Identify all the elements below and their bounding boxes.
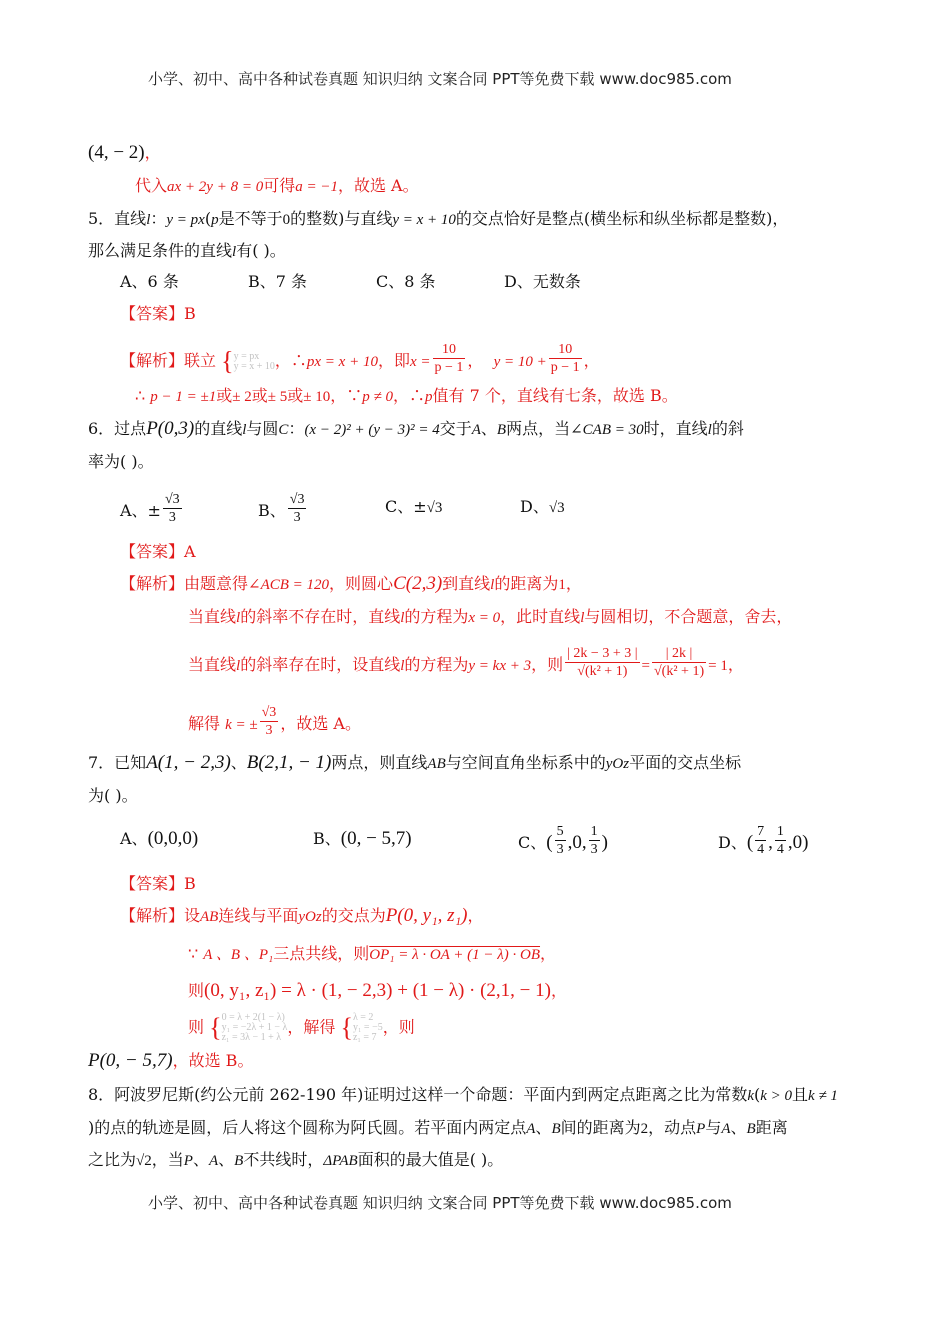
q5-option-d: D、无数条 bbox=[504, 272, 581, 291]
q7-solution-line-1: 【解析】设AB连线与平面yOz的交点为P(0, y₁, z₁)， bbox=[120, 905, 484, 926]
q5-system: y = px y = x + 10 bbox=[233, 350, 275, 372]
q5-solution-line-2: ∴ p − 1 = ±1或± 2或± 5或± 10，∵p ≠ 0，∴p值有 7 个，直线有七条，故选 B。 bbox=[135, 386, 678, 405]
q7-solution-line-4: 则 { 0 = λ + 2(1 − λ) y₁ = −2λ + 1 − λ z₁ = 3λ − 1 + λ ，解得 { λ = 2 y₁ = −5 z₁ = 7 ，则 bbox=[188, 1012, 415, 1043]
q7-solution-system: λ = 2 y₁ = −5 z₁ = 7 bbox=[352, 1012, 383, 1043]
q8-stem-line-3: 之比为√2，当P、A、B不共线时，ΔPAB面积的最大值是( )。 bbox=[88, 1150, 504, 1169]
q5-option-c: C、8 条 bbox=[376, 272, 436, 291]
q5-option-a: A、6 条 bbox=[120, 272, 179, 291]
q6-solution-line-1: 【解析】由题意得∠ACB = 120，则圆心C(2,3)到直线l的距离为1， bbox=[120, 573, 582, 594]
q7-option-a: A、(0,0,0) bbox=[120, 828, 199, 849]
q7-answer: 【答案】B bbox=[120, 874, 196, 893]
q6-option-c: C、±√3 bbox=[385, 497, 443, 516]
q6-option-b: B、 $\frac{√3}{3}$ bbox=[258, 492, 305, 525]
q5-fraction-x: $\frac{10}{p - 1}$ bbox=[434, 342, 464, 375]
q7-solution-line-2: ∵ A 、B 、P₁三点共线，则OP₁ = λ · OA + (1 − λ) · OB， bbox=[188, 944, 557, 963]
q6-stem-line-2: 率为( )。 bbox=[88, 452, 154, 471]
carry-line-2: 代入ax + 2y + 8 = 0可得a = −1，故选 A。 bbox=[135, 176, 419, 195]
q5-answer: 【答案】B bbox=[120, 304, 196, 323]
carry-point: (4, − 2) bbox=[88, 142, 145, 163]
q6-distance-fraction-2: $\frac{| 2k |}{\text{√(k² + 1)}}$ bbox=[654, 646, 705, 679]
page-footer: 小学、初中、高中各种试卷真题 知识归纳 文案合同 PPT等免费下载 www.doc985.com bbox=[148, 1194, 732, 1212]
q6-option-d: D、√3 bbox=[520, 497, 565, 516]
q6-solution-line-4: 解得 k = ± $\frac{√3}{3}$ ，故选 A。 bbox=[188, 705, 361, 738]
q8-stem-line-1: 8．阿波罗尼斯(约公元前 262-190 年)证明过这样一个命题：平面内到两定点距离之比为常数k(k > 0且k ≠ 1 bbox=[88, 1085, 838, 1104]
page-header: 小学、初中、高中各种试卷真题 知识归纳 文案合同 PPT等免费下载 www.doc985.com bbox=[148, 70, 732, 88]
q5-fraction-y: $\frac{10}{p - 1}$ bbox=[550, 342, 580, 375]
q8-stem-line-2: )的点的轨迹是圆，后人将这个圆称为阿氏圆。若平面内两定点A、B间的距离为2，动点P与A、B距离 bbox=[88, 1118, 788, 1137]
q6-answer: 【答案】A bbox=[120, 542, 196, 561]
q5-option-b: B、7 条 bbox=[248, 272, 308, 291]
q7-option-d: D、( $\frac{7}{4}$ , $\frac{1}{4}$ ,0) bbox=[718, 824, 809, 857]
q6-option-a: A、± $\frac{√3}{3}$ bbox=[120, 492, 180, 525]
q6-distance-fraction-1: $\frac{| 2k - 3 + 3 |}{\text{√(k² + 1)}}$ bbox=[567, 646, 638, 679]
q7-system: 0 = λ + 2(1 − λ) y₁ = −2λ + 1 − λ z₁ = 3λ − 1 + λ bbox=[221, 1012, 288, 1043]
q7-option-c: C、( $\frac{5}{3}$ ,0, $\frac{1}{3}$ ) bbox=[518, 824, 608, 857]
q5-stem-line-1: 5．直线l：y = px(p是不等于0的整数)与直线y = x + 10的交点恰好是整点(横坐标和纵坐标都是整数)， bbox=[88, 209, 789, 228]
q7-solution-line-3: 则(0, y₁, z₁) = λ · (1, − 2,3) + (1 − λ) · (2,1, − 1)， bbox=[188, 980, 567, 1001]
q7-stem-line-2: 为( )。 bbox=[88, 786, 138, 805]
q6-solution-line-3: 当直线l的斜率存在时，设直线l的方程为y = kx + 3，则 $\frac{| 2k - 3 + 3 |}{\text{√(k² + 1)}}$ = $\frac{| 2k |}{\text{√(k² + 1)}}$ = 1， bbox=[188, 646, 744, 679]
q5-stem-line-2: 那么满足条件的直线l有( )。 bbox=[88, 241, 286, 260]
q6-stem-line-1: 6．过点P(0,3)的直线l与圆C：(x − 2)² + (y − 3)² = 4交于A、B两点，当∠CAB = 30时，直线l的斜 bbox=[88, 418, 744, 439]
carry-line-1: (4, − 2)， bbox=[88, 142, 161, 163]
q7-option-b: B、(0, − 5,7) bbox=[313, 828, 412, 849]
q5-solution-line-1: 【解析】联立 { y = px y = x + 10 ，∴px = x + 10，即x = $\frac{10}{p - 1}$ ， y = 10 + $\frac{10}{p - 1}$ ， bbox=[120, 342, 600, 376]
q7-stem-line-1: 7．已知A(1, − 2,3)、B(2,1, − 1)两点，则直线AB与空间直角坐标系中的yOz平面的交点坐标 bbox=[88, 752, 742, 773]
q6-solution-line-2: 当直线l的斜率不存在时，直线l的方程为x = 0，此时直线l与圆相切，不合题意，舍去， bbox=[188, 607, 793, 626]
q7-solution-line-5: P(0, − 5,7)，故选 B。 bbox=[88, 1050, 254, 1071]
